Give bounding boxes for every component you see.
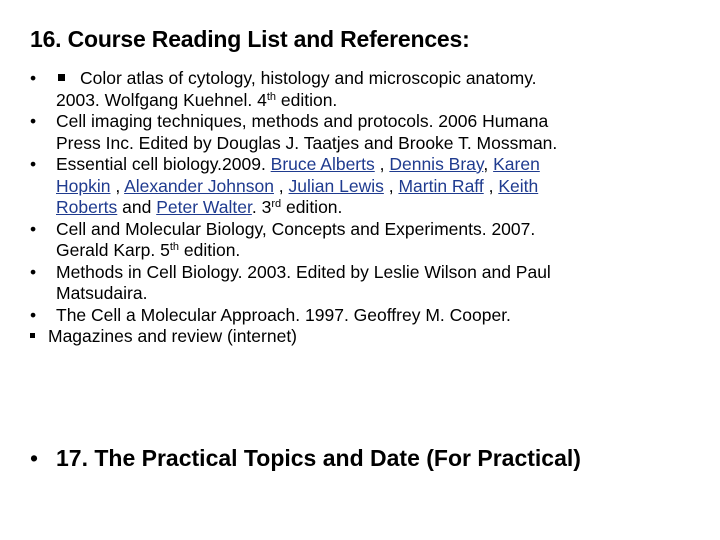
reference-4-line-2: Gerald Karp. 5th edition. xyxy=(56,240,241,260)
reference-7-line-1: Magazines and review (internet) xyxy=(48,326,298,346)
reference-3-line-1: Essential cell biology.2009. Bruce Alberts , Dennis Bray, Karen xyxy=(56,154,540,174)
reference-5-line-1: Methods in Cell Biology. 2003. Edited by Leslie Wilson and Paul xyxy=(56,261,551,282)
reference-item-5 xyxy=(30,262,710,305)
reference-6-line-1: The Cell a Molecular Approach. 1997. Geoffrey M. Cooper. xyxy=(56,304,511,325)
bullet-icon: • xyxy=(30,111,37,131)
square-bullet-icon xyxy=(30,333,35,338)
reference-4-line-1: Cell and Molecular Biology, Concepts and Experiments. 2007. xyxy=(56,218,536,239)
reference-item-7 xyxy=(30,326,710,348)
bullet-icon: • xyxy=(30,68,37,88)
author-link-karen-hopkin[interactable]: Karen xyxy=(493,154,540,174)
square-bullet-icon xyxy=(58,74,65,81)
reference-item-1 xyxy=(30,68,710,111)
section-title: 16. Course Reading List and References: xyxy=(30,26,470,52)
reference-3-line-2: Hopkin , Alexander Johnson , Julian Lewis , Martin Raff , Keith xyxy=(56,175,539,196)
bullet-icon: • xyxy=(30,261,37,282)
reference-2-line-2: Press Inc. Edited by Douglas J. Taatjes and Brooke T. Mossman. xyxy=(56,132,558,153)
section-17-title: 17. The Practical Topics and Date (For Practical) xyxy=(56,445,581,471)
author-link-keith-roberts[interactable]: Roberts xyxy=(56,197,118,217)
author-link-julian-lewis[interactable]: Julian Lewis xyxy=(288,175,384,196)
bullet-icon: • xyxy=(30,154,37,174)
author-link-martin-raff[interactable]: Martin Raff xyxy=(398,175,484,196)
bullet-icon: • xyxy=(30,304,37,325)
author-link-peter-walter[interactable]: Peter Walter xyxy=(156,197,252,217)
author-link-alexander-johnson[interactable]: Alexander Johnson xyxy=(124,175,274,196)
author-link-karen-hopkin[interactable]: Hopkin xyxy=(56,175,111,196)
author-link-keith-roberts[interactable]: Keith xyxy=(498,175,539,196)
reference-1-line-2: 2003. Wolfgang Kuehnel. 4th edition. xyxy=(56,89,338,110)
reference-2-line-1: Cell imaging techniques, methods and protocols. 2006 Humana xyxy=(56,111,549,131)
reference-list xyxy=(30,68,710,348)
bullet-icon: • xyxy=(30,445,39,471)
reference-item-4 xyxy=(30,219,710,262)
section-17-heading xyxy=(30,445,710,472)
author-link-dennis-bray[interactable]: Dennis Bray xyxy=(389,154,484,174)
author-link-bruce-alberts[interactable]: Bruce Alberts xyxy=(270,154,375,174)
reference-item-6 xyxy=(30,305,710,327)
reference-1-line-1: Color atlas of cytology, histology and microscopic anatomy. xyxy=(80,68,537,88)
reference-3-line-3: Roberts and Peter Walter. 3rd edition. xyxy=(56,197,343,217)
reference-item-2 xyxy=(30,111,710,154)
reference-item-3 xyxy=(30,154,710,219)
bullet-icon: • xyxy=(30,218,37,239)
reference-5-line-2: Matsudaira. xyxy=(56,283,148,303)
